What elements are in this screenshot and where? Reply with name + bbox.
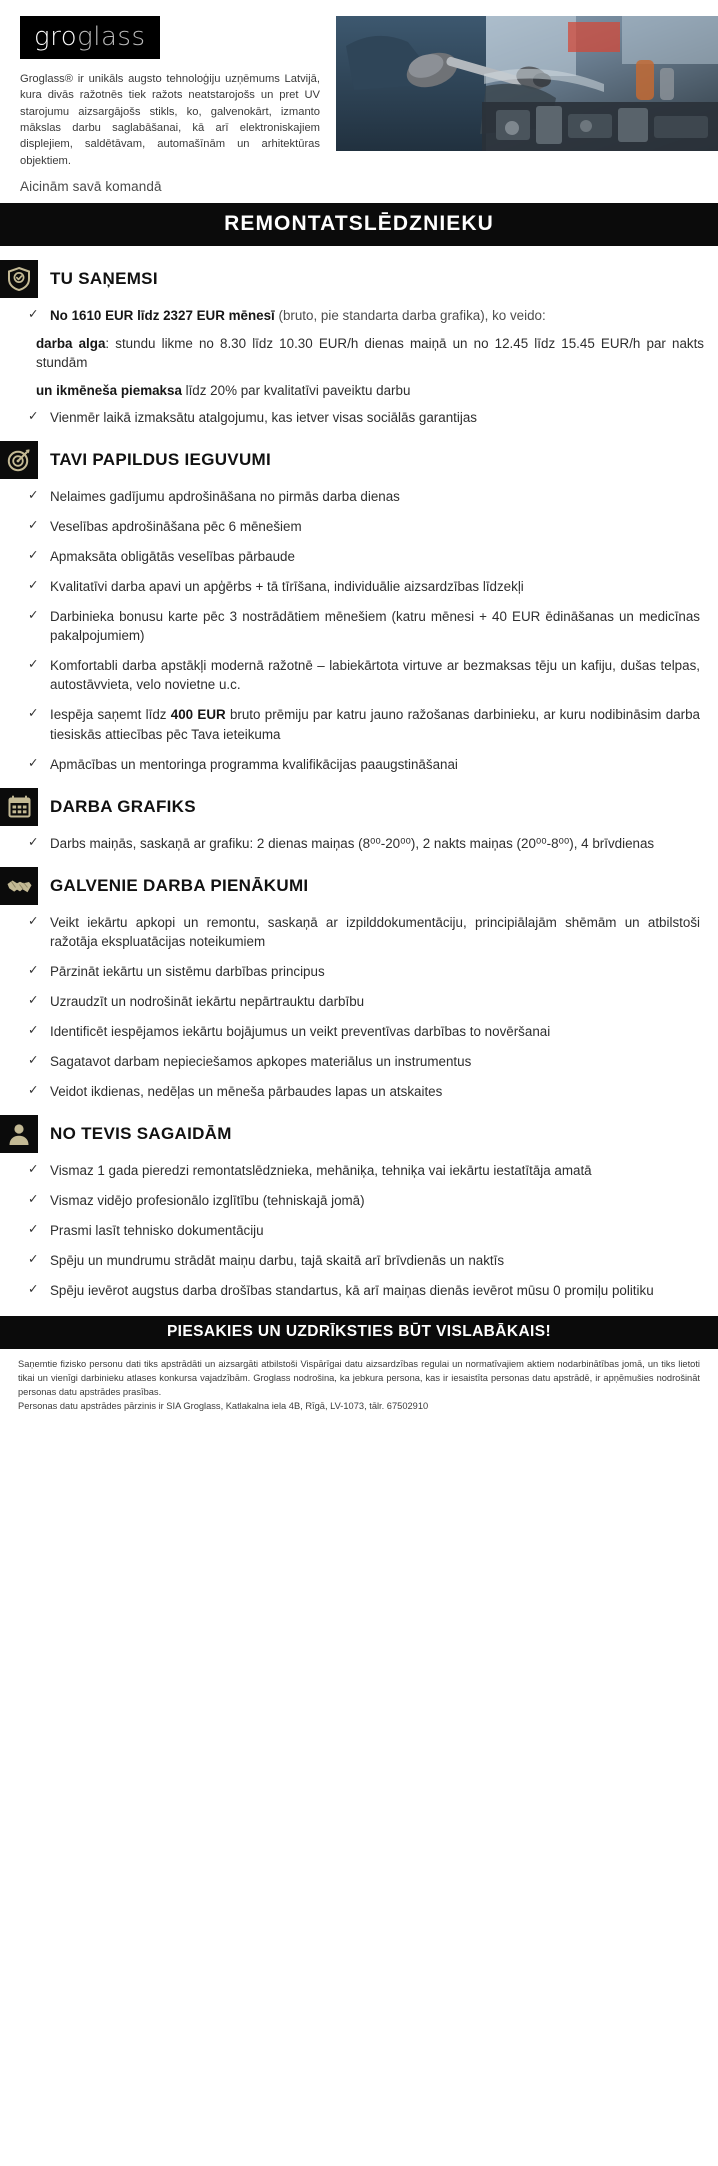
- list-item: ✓ Apmaksāta obligātās veselības pārbaude: [14, 547, 704, 566]
- list-item: ✓ Darbs maiņās, saskaņā ar grafiku: 2 dienas maiņas (8⁰⁰-20⁰⁰), 2 nakts maiņas (20⁰⁰-8⁰⁰), 4 brīvdienas: [14, 834, 704, 853]
- handshake-icon: [0, 867, 38, 905]
- list-item: ✓ Veidot ikdienas, nedēļas un mēneša pārbaudes lapas un atskaites: [14, 1082, 704, 1101]
- bonus-value: līdz 20% par kvalitatīvi paveiktu darbu: [181, 383, 411, 399]
- header-right-column: [332, 16, 718, 151]
- schedule-list: [14, 834, 704, 853]
- section-title: NO TEVIS SAGAIDĀM: [50, 1123, 232, 1143]
- list-item: ✓ Darbinieka bonusu karte pēc 3 nostrādātiem mēnešiem (katru mēnesi + 40 EUR ēdināšanas un medicīnas pakalpojumiem): [14, 607, 704, 645]
- list-item: ✓ Kvalitatīvi darba apavi un apģērbs + tā tīrīšana, individuālie aizsardzības līdzekļi: [14, 577, 704, 596]
- salary-range: No 1610 EUR līdz 2327 EUR mēnesī: [50, 308, 275, 324]
- company-intro-text: Groglass® ir unikāls augsto tehnoloģiju uzņēmums Latvijā, kura divās ražotnēs tiek ražots neatstarojošs un pret UV starojumu aizsargājošs stikls, ko, galvenokārt, izmanto mākslas darbu saglabāšanai, kā arī elektroniskajiem displejiem, saldētāvam, automašīnām un arhitektūras objektiem.: [20, 73, 320, 167]
- list-item: [14, 306, 704, 325]
- benefits-list: [14, 306, 704, 325]
- referral-suffix: bruto prēmiju par katru jauno ražošanas darbinieku, ar kuru nodibināsim darba tiesiskās attiecības pēc Tava ieteikuma: [50, 707, 700, 742]
- calendar-icon: [0, 788, 38, 826]
- referral-amount: 400 EUR: [170, 707, 226, 723]
- section-tu-sanemsi: [14, 260, 704, 427]
- salary-note: (bruto, pie standarta darba grafika), ko veido:: [274, 308, 546, 324]
- section-galvenie-darba-pienakumi: [14, 867, 704, 1101]
- section-no-tevis-sagaidam: [14, 1115, 704, 1300]
- list-item: ✓ Nelaimes gadījumu apdrošināšana no pirmās darba dienas: [14, 487, 704, 506]
- bonus-label: un ikmēneša piemaksa: [36, 383, 182, 399]
- list-item: ✓ Spēju ievērot augstus darba drošības standartus, kā arī maiņas dienās ievērot mūsu 0 promiļu politiku: [14, 1281, 704, 1300]
- section-title: GALVENIE DARBA PIENĀKUMI: [50, 875, 309, 895]
- list-item: ✓ Prasmi lasīt tehnisko dokumentāciju: [14, 1221, 704, 1240]
- section-header: [0, 260, 704, 298]
- job-title-banner: REMONTATSLĒDZNIEKU: [0, 203, 718, 246]
- privacy-paragraph: Saņemtie fizisko personu dati tiks apstrādāti un aizsargāti atbilstoši Vispārīgai datu aizsardzības regulai un normatīvajiem aktiem nodarbinātības jomā, un tiks lietoti tikai un vienīgi darbinieku atlases konkursa vajadzībām. Groglass nodrošina, ka jebkura persona, kas ir iesaistīta personas datu apstrādē, ir apņēmušies nodrošināt personas datu apstrādes prasības.: [18, 1358, 700, 1397]
- list-item: ✓ Vismaz vidējo profesionālo izglītību (tehniskajā jomā): [14, 1191, 704, 1210]
- hourly-rate-label: darba alga: [36, 336, 106, 352]
- logo-text-gro: gro: [34, 22, 78, 52]
- benefits-list-continued: [14, 408, 704, 427]
- section-header: [0, 867, 704, 905]
- cta-banner[interactable]: PIESAKIES UN UZDRĪKSTIES BŪT VISLABĀKAIS!: [0, 1316, 718, 1349]
- list-item: ✓ Spēju un mundrumu strādāt maiņu darbu, tajā skaitā arī brīvdienās un naktīs: [14, 1251, 704, 1270]
- mechanic-photo-illustration: [336, 16, 718, 151]
- list-item: ✓ Sagatavot darbam nepieciešamos apkopes materiālus un instrumentus: [14, 1052, 704, 1071]
- list-item: ✓ Uzraudzīt un nodrošināt iekārtu nepārtrauktu darbību: [14, 992, 704, 1011]
- referral-prefix: Iespēja saņemt līdz: [50, 707, 171, 723]
- header: [14, 0, 704, 169]
- target-icon: [0, 441, 38, 479]
- header-left-column: [14, 16, 332, 169]
- list-item: ✓ Vismaz 1 gada pieredzi remontatslēdznieka, mehāniķa, tehniķa vai iekārtu iestatītāja amatā: [14, 1161, 704, 1180]
- duties-list: [14, 913, 704, 1101]
- list-item: ✓ Veikt iekārtu apkopi un remontu, saskaņā ar izpilddokumentāciju, principiālajām shēmām un atbilstoši ražotāja ekspluatācijas noteikumiem: [14, 913, 704, 951]
- invitation-text: Aicinām savā komandā: [20, 179, 162, 195]
- list-item: ✓ Apmācības un mentoringa programma kvalifikācijas paaugstināšanai: [14, 755, 704, 774]
- shield-check-icon: [0, 260, 38, 298]
- section-title: TU SAŅEMSI: [50, 269, 158, 289]
- section-header: [0, 788, 704, 826]
- salary-bonus: [36, 381, 704, 400]
- privacy-footer: [14, 1349, 704, 1424]
- section-title: TAVI PAPILDUS IEGUVUMI: [50, 450, 272, 470]
- mechanic-photo: [336, 16, 718, 151]
- hourly-rate-value: : stundu likme no 8.30 līdz 10.30 EUR/h dienas maiņā un no 12.45 līdz 15.45 EUR/h par nakts stundām: [36, 336, 704, 371]
- list-item: ✓ Komfortabli darba apstākļi modernā ražotnē – labiekārtota virtuve ar bezmaksas tēju un kafiju, dušas telpas, autostāvvieta, velo novietne u.c.: [14, 656, 704, 694]
- list-item-referral-bonus: [14, 705, 704, 743]
- section-title: DARBA GRAFIKS: [50, 796, 196, 816]
- requirements-list: [14, 1161, 704, 1300]
- list-item: ✓ Vienmēr laikā izmaksātu atalgojumu, kas ietver visas sociālās garantijas: [14, 408, 704, 427]
- extra-benefits-list: [14, 487, 704, 773]
- list-item: ✓ Pārzināt iekārtu un sistēmu darbības principus: [14, 962, 704, 981]
- list-item: ✓ Identificēt iespējamos iekārtu bojājumus un veikt preventīvas darbības to novēršanai: [14, 1022, 704, 1041]
- logo-text-glass: glass: [77, 22, 146, 52]
- list-item: ✓ Veselības apdrošināšana pēc 6 mēnešiem: [14, 517, 704, 536]
- salary-hourly-rate: [36, 334, 704, 372]
- person-icon: [0, 1115, 38, 1153]
- section-tavi-papildus-ieguvumi: [14, 441, 704, 773]
- section-darba-grafiks: [14, 788, 704, 853]
- section-header: [0, 441, 704, 479]
- groglass-logo: [20, 16, 160, 59]
- data-controller-line: Personas datu apstrādes pārzinis ir SIA Groglass, Katlakalna iela 4B, Rīgā, LV-1073, tālr. 67502910: [18, 1400, 429, 1411]
- section-header: [0, 1115, 704, 1153]
